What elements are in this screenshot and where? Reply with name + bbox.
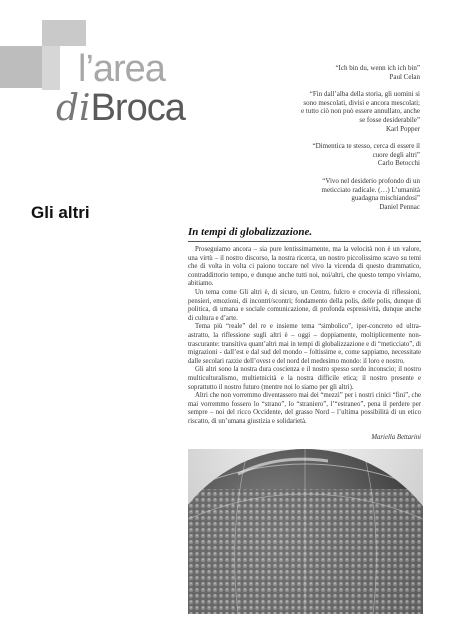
article: [188, 226, 421, 441]
article-body: [188, 246, 421, 426]
magazine-logo: [56, 50, 226, 135]
quote-text: “Ich bin du, wenn ich ich bin”: [335, 64, 420, 72]
logo-broca: Broca: [90, 87, 185, 129]
quote-block: [300, 90, 420, 133]
decorative-block: [0, 46, 42, 88]
article-signature: Mariella Bettarini: [371, 434, 421, 442]
quote-author: Karl Popper: [385, 124, 420, 133]
quote-author: Paul Celan: [389, 72, 420, 81]
decorative-block: [42, 20, 86, 46]
section-title: Gli altri: [31, 203, 90, 222]
article-heading: In tempi di globalizzazione.: [188, 226, 421, 242]
article-paragraph: Tema più “reale” del re e insieme tema “simbolico”, iper-concreto ed ultra-astratto, la riflessione sugli altri è – oggi – doppiamente, moltiplicemente non-trascurante: transitiva quant’altri mai in tempi di globalizzazione e di “meticciato”, di migrazioni - dall’est e dal sud del mondo – foltissime e, come sappiamo, necessitate dalle secolari razzie dell’ovest e del nord del medesimo mondo: il loro e nostro.: [188, 323, 421, 365]
quote-author: Carlo Betocchi: [377, 159, 420, 168]
logo-line-2: [56, 88, 226, 135]
article-paragraph: Altri che non vorremmo diventassero mai dei “mezzi” per i nostri cinici “fini”, che mai vorremmo fossero lo “strano”, lo “straniero”, l’“estraneo”, pena il perdere per sempre – noi del ricco Occidente, del grasso Nord – l’ultima possibilità di un etico riscatto, di un’umana giustizia e solidarietà.: [188, 392, 421, 425]
quote-block: [300, 64, 420, 81]
logo-di: di: [56, 88, 91, 129]
quote-text: “Fin dall’alba della storia, gli uomini si sono mescolati, divisi e ancora mescolati; e tutto ciò non può essere annullato, anche se fosse desiderabile”: [301, 90, 420, 124]
globe-crowd-photo: [188, 449, 423, 614]
article-paragraph: Gli altri sono la nostra dura coscienza e il nostro spesso sordo inconscio; il nostro multiculturalismo, multietnicità e la nostra difficile etica; il nostro presente e soprattutto il nostro futuro (mentre noi lo siamo per gli altri).: [188, 366, 421, 391]
article-paragraph: Un tema come Gli altri è, di sicuro, un Centro, fulcro e crocevia di riflessioni, pensieri, emozioni, di incontri/scontri; fondamento della polis, delle polis, dunque di politica, di umana e sociale comunicazione, di profonda espressività, dunque anche di cultura e d’arte.: [188, 288, 421, 322]
article-paragraph: Proseguiamo ancora – sia pure lentissimamente, ma la velocità non è un valore, una virtù – il nostro discorso, la nostra ricerca, un nostro piccolissimo scavo su temi che di volta in volta ci paiono toccare nel vivo la vicenda di questo drammatico, contraddittorio tempo, e dunque anche tutti noi, noi/altri, che questo tempo viviamo, abitiamo.: [188, 246, 421, 288]
quote-text: “Dimentica te stesso, cerca di essere il cuore degli altri”: [312, 142, 420, 159]
quote-author: Daniel Pennac: [379, 202, 420, 211]
quote-text: “Vivo nel desiderio profondo di un meticciato radicale. (…) L’umanità guadagna mischiandosi”: [321, 176, 420, 203]
logo-line-1: l’area: [78, 48, 165, 90]
epigraphs: [300, 64, 420, 220]
quote-block: [300, 142, 420, 168]
quote-block: [300, 177, 420, 211]
globe-crowd-image: [188, 449, 423, 614]
